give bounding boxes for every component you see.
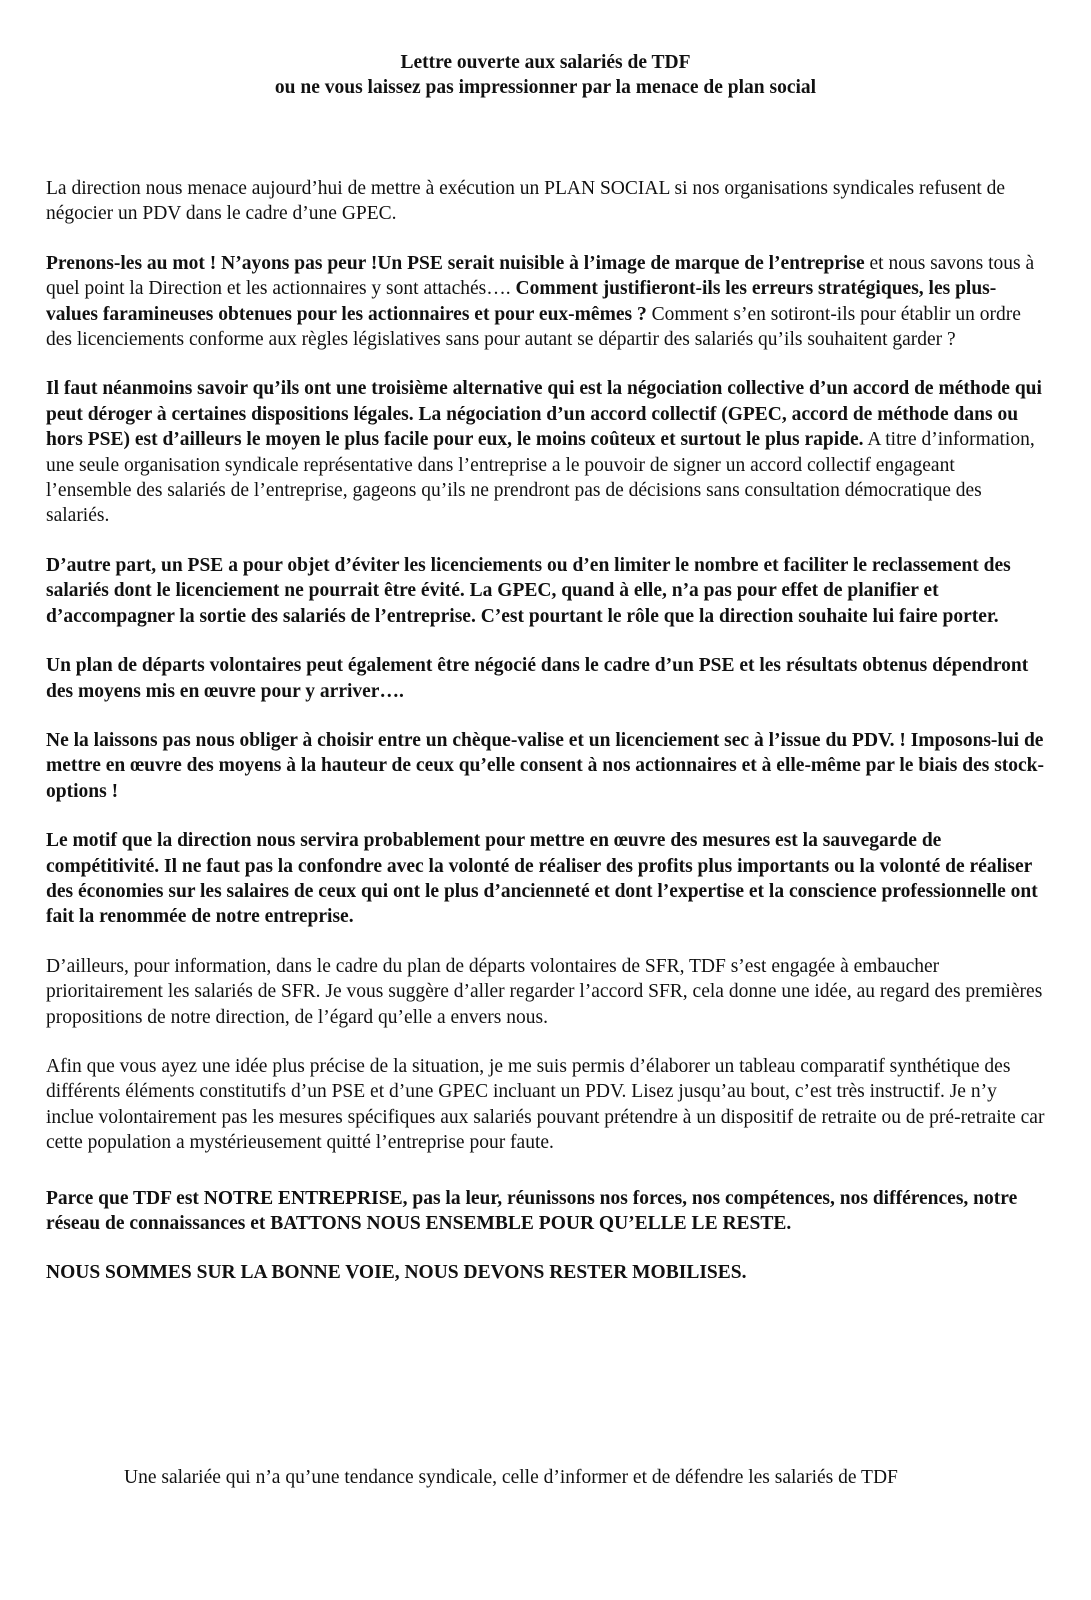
letter-body — [46, 176, 1045, 1310]
paragraph-3-normal: A titre d’information, une seule organisation syndicale représentative dans l’entreprise a le pouvoir de signer un accord collectif engageant l’ensemble des salariés de l’entreprise, gageons qu’ils ne prendront pas de décisions sans consultation démocratique des salariés. — [46, 429, 1035, 527]
paragraph-2-normal-1: et nous savons tous à quel point la Direction et les actionnaires y sont attachés…. — [46, 252, 1035, 300]
letter-title — [46, 50, 1045, 100]
paragraph-4-text: D’autre part, un PSE a pour objet d’éviter les licenciements ou d’en limiter le nombre et faciliter le reclassement des salariés dont le licenciement ne pourrait être évité. La GPEC, quand à elle, n’a pas pour effet de planifier et d’accompagner la sortie des salariés de l’entreprise. C’est pourtant le rôle que la direction souhaite lui faire porter. — [46, 554, 1011, 627]
paragraph-2-bold-2: Comment justifieront-ils les erreurs stratégiques, les plus-values faramineuses obtenues pour les actionnaires et pour eux-mêmes ? — [46, 278, 997, 325]
paragraph-1-text: La direction nous menace aujourd’hui de mettre à exécution un PLAN SOCIAL si nos organisations syndicales refusent de négocier un PDV dans le cadre d’une GPEC. — [46, 178, 1006, 225]
paragraph-7 — [46, 828, 1045, 930]
paragraph-2-normal-2: Comment s’en sotiront-ils pour établir un ordre des licenciements conforme aux règles législatives sans pour autant se départir des salariés qu’ils souhaitent garder ? — [46, 303, 1021, 351]
paragraph-5-text: Un plan de départs volontaires peut également être négocié dans le cadre d’un PSE et les résultats obtenus dépendront des moyens mis en œuvre pour y arriver…. — [46, 655, 1029, 702]
paragraph-10 — [46, 1186, 1045, 1237]
signature: Une salariée qui n’a qu’une tendance syndicale, celle d’informer et de défendre les salariés de TDF — [124, 1467, 898, 1488]
paragraph-6-text: Ne la laissons pas nous obliger à choisir entre un chèque-valise et un licenciement sec à l’issue du PDV. ! Imposons-lui de mettre en œuvre des moyens à la hauteur de ceux qu’elle consent à nos actionnaires et à elle-même par le biais des stock-options ! — [46, 729, 1045, 802]
paragraph-8 — [46, 954, 1045, 1030]
paragraph-2 — [46, 251, 1045, 353]
paragraph-3 — [46, 376, 1045, 528]
paragraph-11-text: NOUS SOMMES SUR LA BONNE VOIE, NOUS DEVONS RESTER MOBILISES. — [46, 1262, 747, 1284]
paragraph-3-bold: Il faut néanmoins savoir qu’ils ont une troisième alternative qui est la négociation collective d’un accord de méthode qui peut déroger à certaines dispositions légales. La négociation d’un accord collectif (GPEC, accord de méthode dans ou hors PSE) est d’ailleurs le moyen le plus facile pour eux, le moins coûteux et surtout le plus rapide. — [46, 378, 1042, 451]
paragraph-10-text: Parce que TDF est NOTRE ENTREPRISE, pas la leur, réunissons nos forces, nos compétences, nos différences, notre réseau de connaissances et BATTONS NOUS ENSEMBLE POUR QU’ELLE LE RESTE. — [46, 1187, 1018, 1234]
paragraph-9-text: Afin que vous ayez une idée plus précise de la situation, je me suis permis d’élaborer un tableau comparatif synthétique des différents éléments constitutifs d’un PSE et d’une GPEC incluant un PDV. Lisez jusqu’au bout, c’est très instructif. Je n’y inclue volontairement pas les mesures spécifiques aux salariés pouvant prétendre à un dispositif de retraite ou de pré-retraite car cette population a mystérieusement quitté l’entreprise pour faute. — [46, 1055, 1045, 1154]
paragraph-11 — [46, 1260, 1045, 1285]
paragraph-9 — [46, 1054, 1045, 1156]
paragraph-4 — [46, 553, 1045, 629]
paragraph-2-bold-1: Prenons-les au mot ! N’ayons pas peur !Un PSE serait nuisible à l’image de marque de l’entreprise — [46, 252, 865, 274]
paragraph-1 — [46, 176, 1045, 227]
paragraph-7-text: Le motif que la direction nous servira probablement pour mettre en œuvre des mesures est la sauvegarde de compétitivité. Il ne faut pas la confondre avec la volonté de réaliser des profits plus importants ou la volonté de réaliser des économies sur les salaires de ceux qui ont le plus d’ancienneté et dont l’expertise et la conscience professionnelle ont fait la renommée de notre entreprise. — [46, 830, 1038, 928]
paragraph-5 — [46, 653, 1045, 704]
title-line-1: Lettre ouverte aux salariés de TDF — [400, 52, 691, 73]
paragraph-8-text: D’ailleurs, pour information, dans le cadre du plan de départs volontaires de SFR, TDF s’est engagée à embaucher prioritairement les salariés de SFR. Je vous suggère d’aller regarder l’accord SFR, cela donne une idée, au regard des premières propositions de notre direction, de l’égard qu’elle a envers nous. — [46, 955, 1043, 1028]
title-line-2: ou ne vous laissez pas impressionner par la menace de plan social — [274, 77, 817, 98]
paragraph-6 — [46, 728, 1045, 804]
